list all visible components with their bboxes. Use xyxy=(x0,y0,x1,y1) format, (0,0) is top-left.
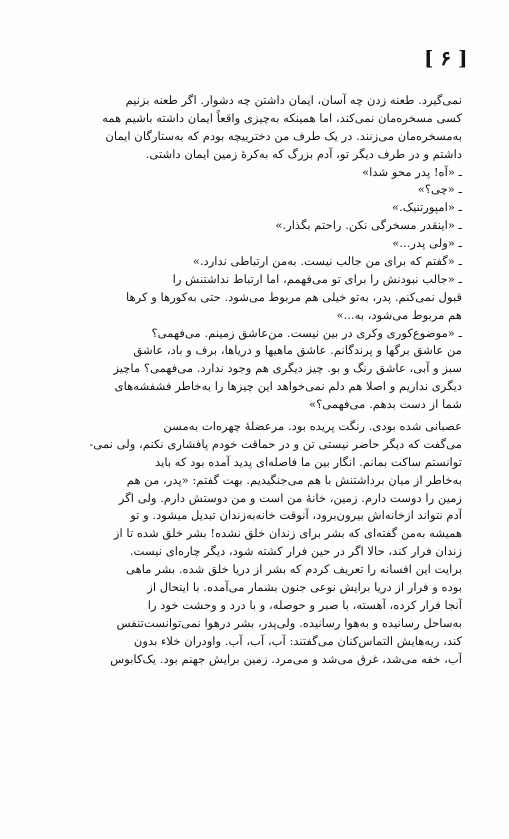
text-line: شما از دست بدهم. می‌فهمی؟» xyxy=(309,397,462,412)
dialogue-line: ـ «موضوع‌کوری وکری در بین نیست. من‌عاشق زمینم. می‌فهمی؟ xyxy=(151,325,462,340)
text-line: هم مربوط می‌شود، به...» xyxy=(336,307,462,322)
page-body xyxy=(84,92,462,669)
text-line: سبز و آبی، عاشق رنگ و بو. چیز دیگری هم وجود ندارد. می‌فهمی؟ ماچیز xyxy=(113,361,462,376)
page-number: [ ۶ ] xyxy=(424,46,468,70)
text-line: به‌خاطر از میان برداشتنش با هم می‌جنگیدیم. بهت گفتم: «پدر، من هم xyxy=(126,472,462,487)
dialogue-line: ـ «جالب نبودنش را برای تو می‌فهمم، اما ارتباط نداشتنش را xyxy=(172,271,462,286)
text-line: برایت این افسانه را تعریف کردم که بشر از دریا خلق شده. بشر ماهی xyxy=(125,562,462,577)
text-line: کند، ریه‌هایش التماس‌کنان می‌گفتند: آب، آب، آب. واودران خلاء بدون xyxy=(133,633,462,648)
text-line: توانستم ساکت بمانم. انگار بین ما فاصله‌ای پدید آمده بود که باید xyxy=(155,454,462,469)
text-line: آدم نتواند ازخانه‌اش بیرون‌برود، آنوقت خانه‌به‌زندان تبدیل میشود. و تو xyxy=(130,508,462,523)
text-line: عصبانی شده بودی. رنگت پریده بود. مرعضلهٔ چهره‌ات به‌مسن xyxy=(163,419,462,434)
dialogue-line: ـ «ولی پدر...» xyxy=(392,236,462,251)
dialogue-line: ـ «اینقدر مسخرگی نکن. راحتم بگذار.» xyxy=(275,218,462,233)
text-line: می‌گفت که دیگر حاضر نیستی تن و در حماقت خودم پافشاری نکنم، ولی نمی- xyxy=(89,436,462,451)
text-line: دیگری نداریم و اصلا هم دلم نمی‌خواهد این چیزها را به‌خاطر فشفشه‌های xyxy=(114,379,462,394)
text-line: به‌مسخره‌مان می‌زنند. در یک طرف من دخترییچه بودم که به‌ستارگان ایمان xyxy=(105,128,462,143)
text-line: زندان فرار کند، حالا اگر در حین فرار کشته شود، دیگر چاره‌ای نیست. xyxy=(129,544,462,559)
dialogue-line: ـ «امپورتنیک.» xyxy=(391,200,462,215)
text-line: به‌ساحل رسانیده و به‌هوا رسانیده. ولی‌پدر، بشر درهوا نمی‌توانست‌تنفس xyxy=(116,615,462,630)
text-line: آب، خفه می‌شد، غرق می‌شد و می‌مرد. زمین برایش جهنم بود. یک‌کابوس xyxy=(110,651,462,666)
text-line: همیشه به‌من گفته‌ای که بشر برای زندان خلق نشده! بشر خلق شده تا از xyxy=(113,526,462,541)
text-line: آنجا فرار کرده، آهسته، با صبر و حوصله، و با درد و وحشت خود را xyxy=(147,597,462,612)
dialogue-line: ـ «گفتم که برای من جالب نیست. به‌من ارتباطی ندارد.» xyxy=(192,254,462,269)
text-line: نمی‌گیرد. طعنه زدن چه آسان، ایمان داشتن چه دشوار. اگر طعنه بزنیم xyxy=(125,93,462,107)
dialogue-line: ـ «آه! پدر محو شدا» xyxy=(362,164,462,179)
text-line: داشتم و در طرف دیگر تو، آدم بزرگ که به‌کرهٔ زمین ایمان داشتی. xyxy=(145,146,462,161)
text-line: من عاشق برگها و پرندگانم. عاشق ماهیها و دریاها، برف و باد، عاشق xyxy=(133,343,462,358)
text-line: بوده و فرار از دریا برایش نوعی جنون بشمار می‌آمده. با اینحال از xyxy=(147,580,462,595)
text-line: قبول نمی‌کنم. پدر، به‌تو خیلی هم مربوط می‌شود. حتی به‌کورها و کرها xyxy=(126,289,462,304)
text-line: زمین را دوست دارم. زمین، خانهٔ من است و من دوستش دارم. ولی اگر xyxy=(118,490,462,505)
text-line: کسی مسخره‌مان نمی‌کند، اما همینکه به‌چیزی واقعاً ایمان داشته باشیم همه xyxy=(102,110,462,125)
dialogue-line: ـ «چی؟» xyxy=(417,182,462,197)
